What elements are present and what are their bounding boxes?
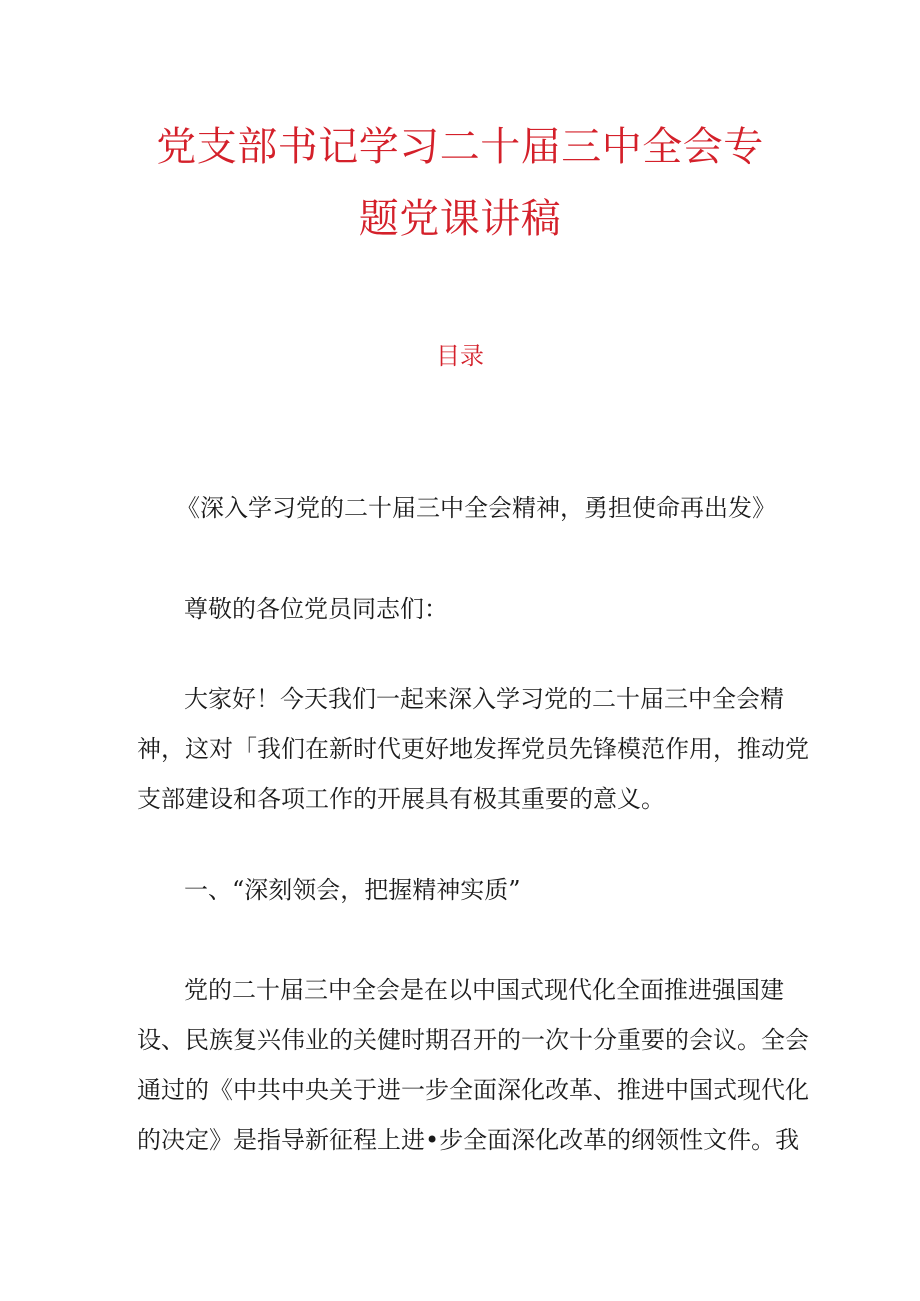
paragraph-2-line-4: 的决定》是指导新征程上进•步全面深化改革的纲领性文件。我	[137, 1126, 800, 1154]
section-1-heading: 一、“深刻领会，把握精神实质”	[184, 876, 521, 904]
paragraph-1-line-3: 支部建设和各项工作的开展具有极其重要的意义。	[137, 785, 665, 813]
paragraph-2-line-2: 设、民族复兴伟业的关健时期召开的一次十分重要的会议。全会	[137, 1026, 809, 1054]
table-of-contents-label: 目录	[436, 342, 484, 370]
document-title-line-1: 党支部书记学习二十届三中全会专	[156, 124, 764, 170]
speech-title: 《深入学习党的二十届三中全会精神，勇担使命再出发》	[176, 494, 776, 522]
paragraph-1-line-1: 大家好！今天我们一起来深入学习党的二十届三中全会精	[184, 685, 784, 713]
document-title-line-2: 题党课讲稿	[358, 196, 562, 242]
paragraph-2-line-1: 党的二十届三中全会是在以中国式现代化全面推进强国建	[184, 976, 784, 1004]
paragraph-1-line-2: 神，这对「我们在新时代更好地发挥党员先锋模范作用，推动党	[137, 735, 809, 763]
paragraph-2-line-3: 通过的《中共中央关于进一步全面深化改革、推进中国式现代化	[137, 1076, 809, 1104]
salutation: 尊敬的各位党员同志们：	[184, 595, 448, 623]
